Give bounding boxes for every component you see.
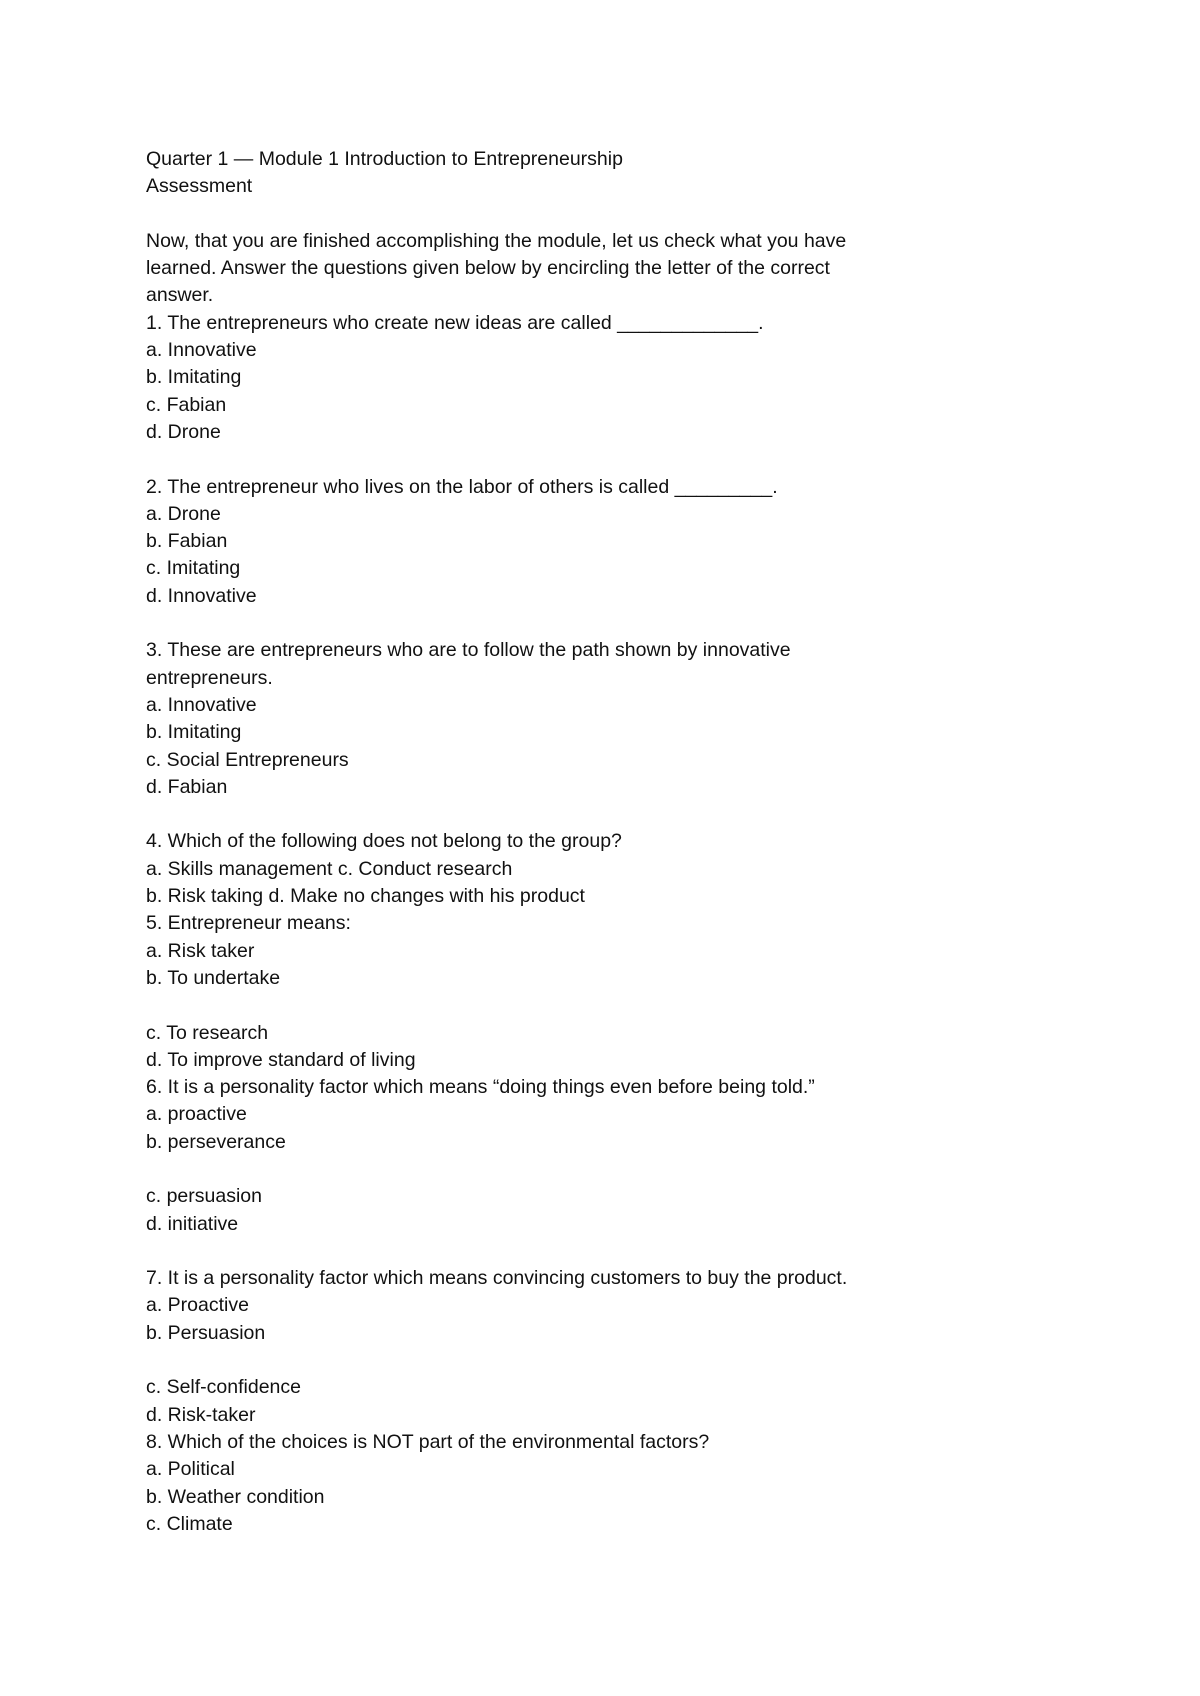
answer-choice: d. Risk-taker (146, 1403, 256, 1426)
answer-choice: c. Imitating (146, 557, 241, 580)
document-body (146, 146, 906, 1538)
question-text: 3. These are entrepreneurs who are to follow the path shown by innovative (146, 639, 791, 662)
answer-choice: d. initiative (146, 1212, 239, 1235)
question-text-continued: entrepreneurs. (146, 666, 273, 689)
answer-choice: a. Innovative (146, 693, 257, 716)
answer-choice: a. Innovative (146, 339, 257, 362)
question-text: 1. The entrepreneurs who create new ideas are called _____________. (146, 311, 764, 334)
spacer (146, 610, 906, 637)
answer-choice: b. Imitating (146, 366, 242, 389)
answer-choice: a. proactive (146, 1103, 247, 1126)
spacer (146, 1156, 906, 1183)
answer-choice: b. Persuasion (146, 1321, 266, 1344)
answer-choice: c. Social Entrepreneurs (146, 748, 349, 771)
answer-choice: a. Political (146, 1458, 235, 1481)
question-text: 2. The entrepreneur who lives on the labor of others is called _________. (146, 475, 778, 498)
answer-choice: c. Climate (146, 1512, 233, 1535)
answer-choice: c. To research (146, 1021, 269, 1044)
question-list (146, 310, 906, 1538)
answer-choice: d. Drone (146, 420, 221, 443)
intro-line: answer. (146, 284, 214, 307)
answer-choice: d. To improve standard of living (146, 1048, 416, 1071)
intro-line: learned. Answer the questions given below by encircling the letter of the correct (146, 257, 830, 280)
spacer (146, 801, 906, 828)
answer-choice: a. Risk taker (146, 939, 255, 962)
answer-choice: d. Fabian (146, 775, 228, 798)
answer-choice: b. Imitating (146, 721, 242, 744)
spacer (146, 992, 906, 1019)
question-text: 6. It is a personality factor which means “doing things even before being told.” (146, 1076, 815, 1099)
answer-choice: b. Fabian (146, 530, 228, 553)
question-text: 8. Which of the choices is NOT part of the environmental factors? (146, 1430, 710, 1453)
intro-line: Now, that you are finished accomplishing the module, let us check what you have (146, 229, 847, 252)
spacer (146, 1238, 906, 1265)
question-text: 4. Which of the following does not belong to the group? (146, 830, 622, 853)
answer-choice: c. persuasion (146, 1185, 262, 1208)
spacer (146, 1347, 906, 1374)
spacer (146, 446, 906, 473)
answer-choice: c. Self-confidence (146, 1376, 302, 1399)
answer-choice: a. Proactive (146, 1294, 249, 1317)
answer-choice: a. Skills management c. Conduct research (146, 857, 513, 880)
answer-choice: a. Drone (146, 502, 221, 525)
document-title: Quarter 1 — Module 1 Introduction to Entrepreneurship (146, 148, 623, 170)
answer-choice: b. perseverance (146, 1130, 286, 1153)
answer-choice: d. Innovative (146, 584, 257, 607)
question-text: 7. It is a personality factor which means convincing customers to buy the product. (146, 1267, 848, 1290)
question-text: 5. Entrepreneur means: (146, 912, 351, 935)
document-subtitle: Assessment (146, 175, 253, 198)
spacer (146, 201, 906, 228)
answer-choice: b. To undertake (146, 966, 281, 989)
answer-choice: b. Weather condition (146, 1485, 325, 1508)
answer-choice: b. Risk taking d. Make no changes with his product (146, 885, 585, 908)
answer-choice: c. Fabian (146, 393, 227, 416)
